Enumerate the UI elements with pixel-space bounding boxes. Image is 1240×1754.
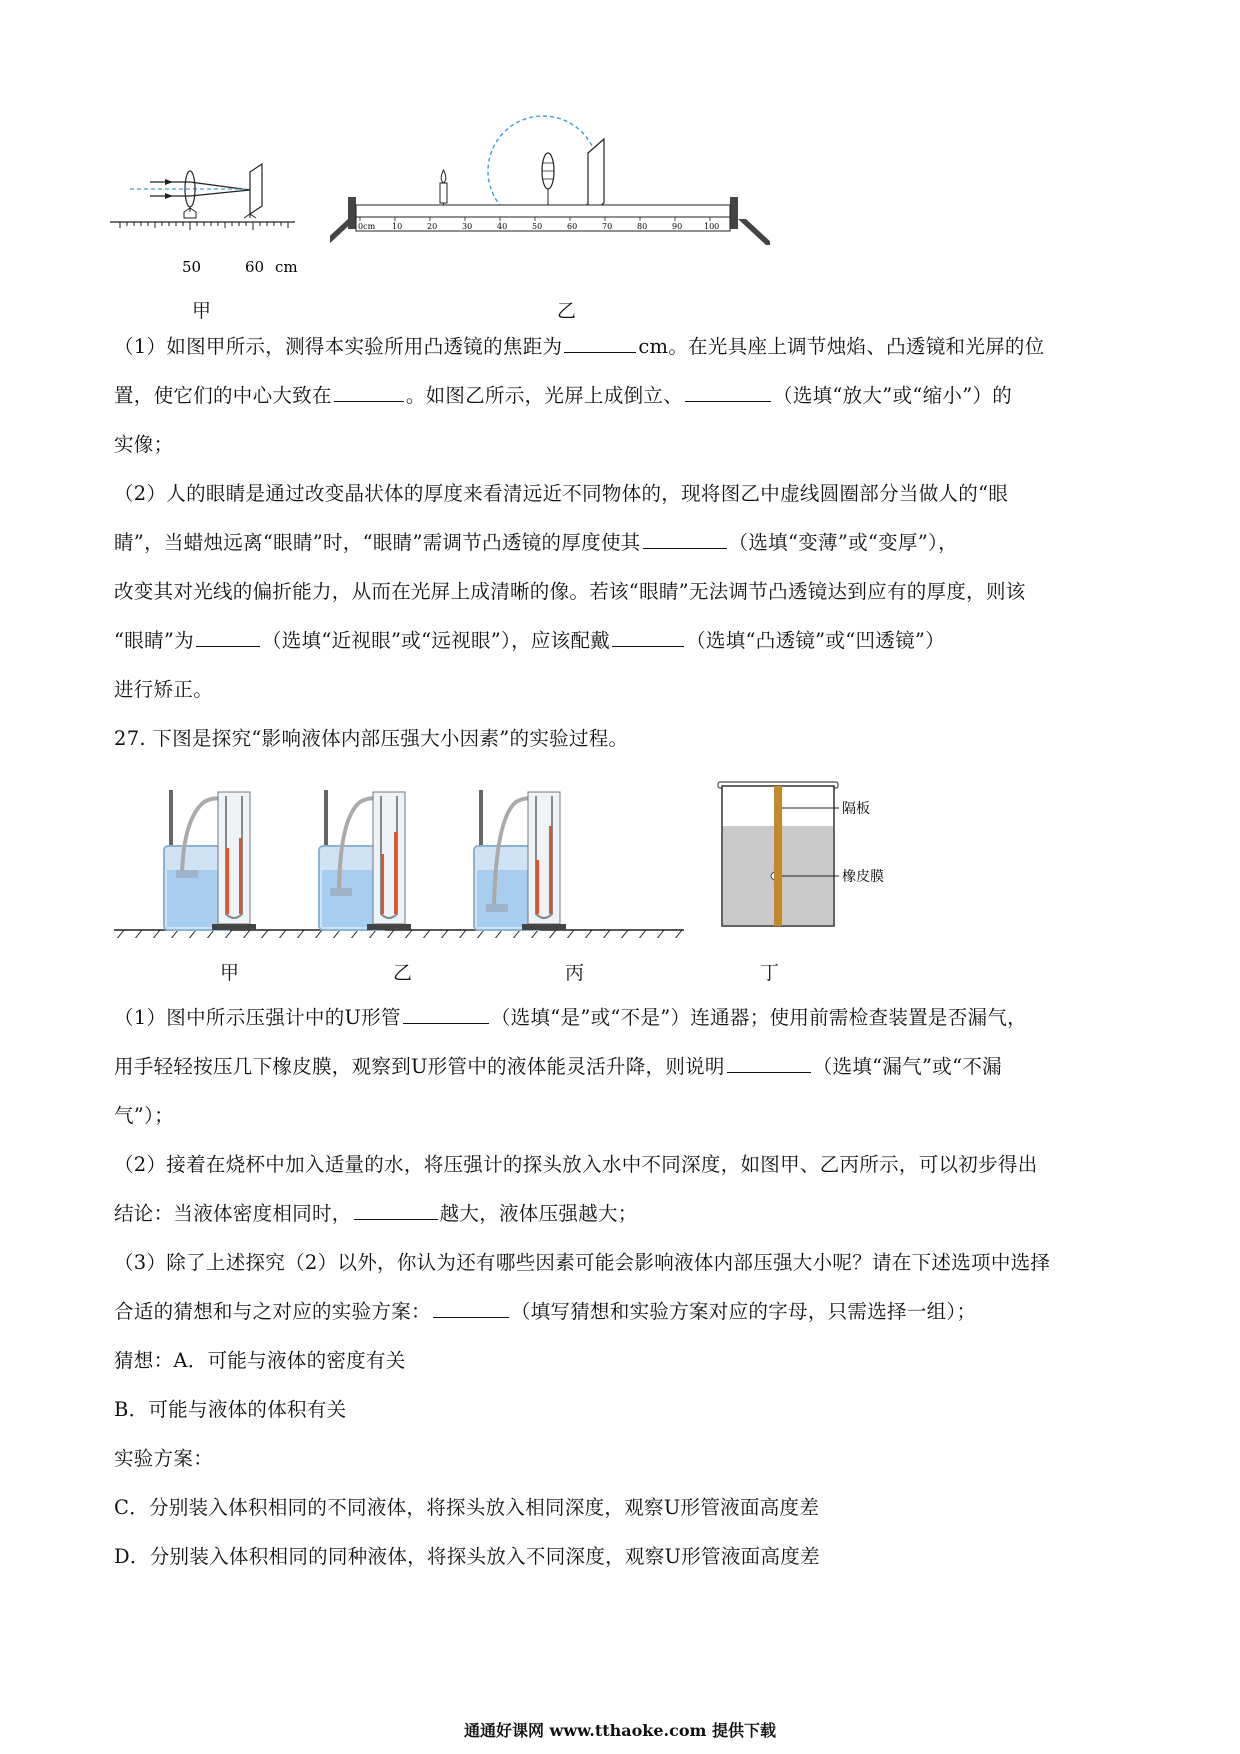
answer-blank[interactable] [196, 628, 260, 647]
text-segment: （1）如图甲所示，测得本实验所用凸透镜的焦距为 [114, 335, 563, 358]
q27-guess-b: B．可能与液体的体积有关 [114, 1398, 347, 1421]
scale-label-70: 70 [602, 222, 613, 231]
figure-caption-q27-ding: 丁 [760, 962, 780, 984]
q27-part3-line1: （3）除了上述探究（2）以外，你认为还有哪些因素可能会影响液体内部压强大小呢？请在下述选项中选择 [114, 1251, 1051, 1274]
unit-label: cm [275, 258, 298, 276]
figure-caption-q27-jia: 甲 [220, 962, 240, 984]
page-footer: 通通好课网 www.tthaoke.com 提供下载 [463, 1721, 777, 1740]
scale-label-30: 30 [462, 222, 473, 231]
figure-caption-yi: 乙 [557, 300, 577, 322]
q26-part2-line3: 改变其对光线的偏折能力，从而在光屏上成清晰的像。若该“眼睛”无法调节凸透镜达到应有的厚度，则该 [114, 580, 1026, 603]
scale-label-100: 100 [704, 222, 720, 231]
q27-part1-line3: 气”）； [114, 1104, 174, 1127]
answer-blank[interactable] [612, 628, 684, 647]
text-segment: （选填“凸透镜”或“凹透镜”） [686, 629, 945, 652]
figure-caption-jia: 甲 [192, 300, 212, 322]
q27-plan-d: D．分别装入体积相同的同种液体，将探头放入不同深度，观察U形管液面高度差 [114, 1545, 820, 1568]
tick-label-60: 60 [245, 258, 265, 276]
q26-part1-line3: 实像； [114, 433, 174, 456]
scale-label-60: 60 [567, 222, 578, 231]
text-segment: “眼睛”为 [114, 629, 194, 652]
q26-part2-line1: （2）人的眼睛是通过改变晶状体的厚度来看清远近不同物体的，现将图乙中虚线圆圈部分当做人的“眼 [114, 482, 1009, 505]
label-rubber-membrane: 橡皮膜 [842, 869, 884, 885]
answer-blank[interactable] [403, 1005, 489, 1024]
q27-plan-c: C．分别装入体积相同的不同液体，将探头放入相同深度，观察U形管液面高度差 [114, 1496, 820, 1519]
scale-label-40: 40 [497, 222, 508, 231]
answer-blank[interactable] [685, 383, 771, 402]
answer-blank[interactable] [643, 530, 727, 549]
text-segment: 合适的猜想和与之对应的实验方案： [114, 1300, 431, 1323]
tick-label-50: 50 [182, 258, 202, 276]
figure-caption-q27-bing: 丙 [565, 962, 585, 984]
answer-blank[interactable] [354, 1201, 438, 1220]
label-partition: 隔板 [842, 801, 870, 817]
text-segment: （1）图中所示压强计中的U形管 [114, 1006, 401, 1029]
figure-yi-optical-bench [330, 115, 770, 280]
q26-part2-line2 [114, 530, 958, 556]
q27-plan-label: 实验方案： [114, 1447, 214, 1470]
scale-label-80: 80 [637, 222, 648, 231]
q27-guess-a: 猜想：A．可能与液体的密度有关 [114, 1349, 406, 1372]
answer-blank[interactable] [334, 383, 404, 402]
scale-label-10: 10 [392, 222, 403, 231]
q27-part3-line2 [114, 1299, 976, 1325]
scale-label-90: 90 [672, 222, 683, 231]
figure-jia-focal-length [110, 160, 310, 280]
q27-part1-line2 [114, 1054, 1002, 1080]
text-segment: （填写猜想和实验方案对应的字母，只需选择一组）； [510, 1300, 977, 1323]
answer-blank[interactable] [727, 1054, 811, 1073]
scale-label-20: 20 [427, 222, 438, 231]
q26-part2-line4 [114, 628, 945, 654]
figure-q27-pressure-apparatus [114, 778, 914, 938]
text-segment: 结论：当液体密度相同时， [114, 1202, 352, 1225]
text-segment: 睛”，当蜡烛远离“眼睛”时，“眼睛”需调节凸透镜的厚度使其 [114, 531, 641, 554]
text-segment: 越大，液体压强越大； [439, 1202, 638, 1225]
q27-part1-line1 [114, 1005, 1027, 1031]
figure-caption-q27-yi: 乙 [393, 962, 413, 984]
text-segment: （选填“变薄”或“变厚”）， [728, 531, 958, 554]
scale-label-0: 0cm [358, 222, 376, 231]
text-segment: 置，使它们的中心大致在 [114, 384, 332, 407]
scale-label-50: 50 [532, 222, 543, 231]
text-segment: （选填“近视眼”或“远视眼”），应该配戴 [261, 629, 611, 652]
q26-part2-line5: 进行矫正。 [114, 678, 214, 701]
q27-part2-line1: （2）接着在烧杯中加入适量的水，将压强计的探头放入水中不同深度，如图甲、乙丙所示，可以初步得出 [114, 1153, 1038, 1176]
text-segment: 用手轻轻按压几下橡皮膜，观察到U形管中的液体能灵活升降，则说明 [114, 1055, 725, 1078]
text-segment: （选填“漏气”或“不漏 [812, 1055, 1002, 1078]
q27-title: 27. 下图是探究“影响液体内部压强大小因素”的实验过程。 [114, 727, 629, 750]
q26-part1-line2 [114, 383, 1012, 409]
text-segment: 。如图乙所示，光屏上成倒立、 [405, 384, 684, 407]
q27-part2-line2 [114, 1201, 638, 1227]
text-segment: （选填“是”或“不是”）连通器；使用前需检查装置是否漏气， [490, 1006, 1027, 1029]
answer-blank[interactable] [564, 334, 636, 353]
answer-blank[interactable] [433, 1299, 509, 1318]
q26-part1-line1 [114, 334, 1045, 360]
text-segment: cm。在光具座上调节烛焰、凸透镜和光屏的位 [638, 335, 1045, 358]
text-segment: （选填“放大”或“缩小”）的 [773, 384, 1013, 407]
